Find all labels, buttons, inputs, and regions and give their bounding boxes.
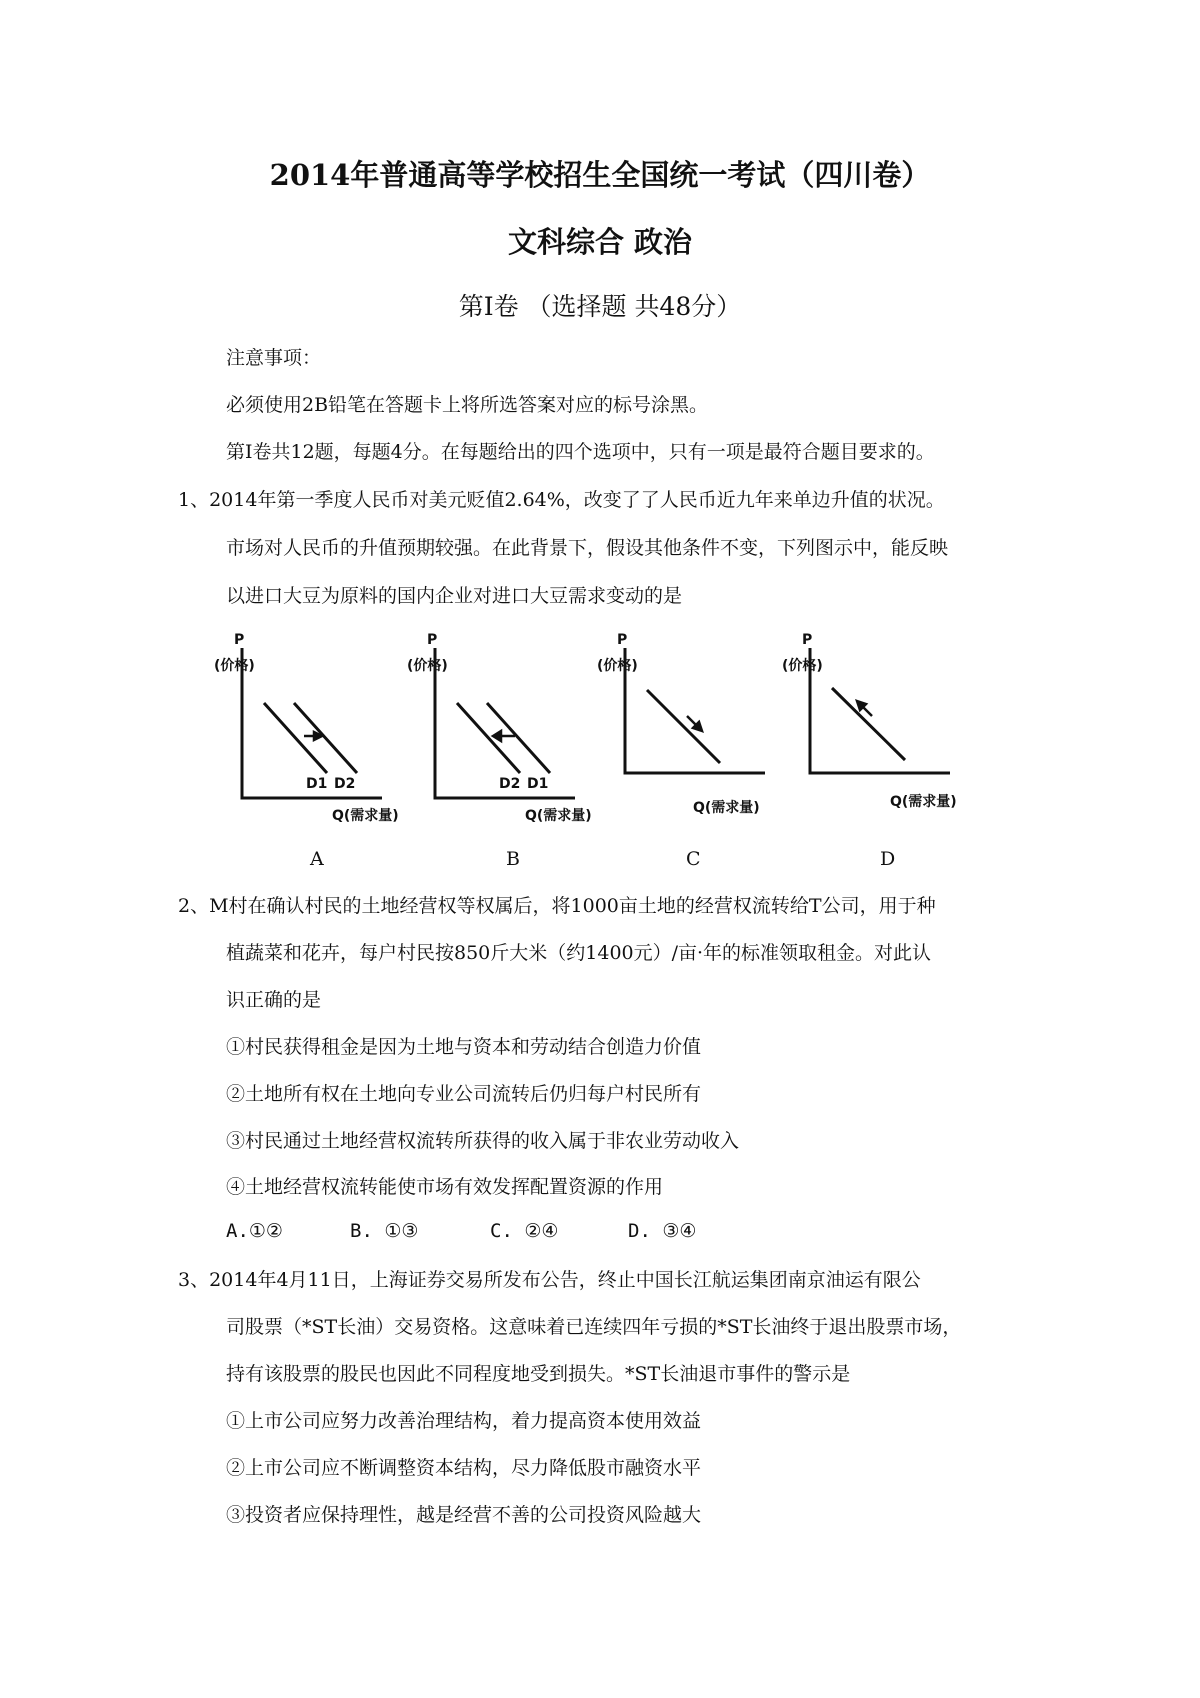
q2-line-1: 2、M村在确认村民的土地经营权等权属后，将1000亩土地的经营权流转给T公司，用于种 <box>178 895 936 917</box>
figure-c-label: C <box>686 848 701 870</box>
figure-d-label: D <box>880 848 896 870</box>
figure-d <box>780 628 980 828</box>
figure-c-p-unit: (价格) <box>597 658 638 674</box>
figure-b-d-left: D2 <box>499 776 521 792</box>
q2-line-2: 植蔬菜和花卉，每户村民按850斤大米（约1400元）/亩·年的标准领取租金。对此认 <box>226 942 932 964</box>
figure-c-p-label: P <box>617 632 628 648</box>
figure-b-d-right: D1 <box>527 776 549 792</box>
q1-line-1: 1、2014年第一季度人民币对美元贬值2.64%，改变了了人民币近九年来单边升值的状况。 <box>178 489 945 511</box>
figure-b-p-label: P <box>427 632 438 648</box>
q3-option-3: ③投资者应保持理性，越是经营不善的公司投资风险越大 <box>226 1504 702 1526</box>
q3-line-1: 3、2014年4月11日，上海证券交易所发布公告，终止中国长江航运集团南京油运有限公 <box>178 1269 921 1291</box>
q2-option-3: ③村民通过土地经营权流转所获得的收入属于非农业劳动收入 <box>226 1130 740 1152</box>
q3-line-2: 司股票（*ST长油）交易资格。这意味着已连续四年亏损的*ST长油终于退出股票市场， <box>226 1316 962 1338</box>
exam-subject: 文科综合 政治 <box>507 225 693 259</box>
notice-heading: 注意事项： <box>226 347 322 369</box>
part-heading: 第Ⅰ卷 （选择题 共48分） <box>458 292 742 321</box>
notice-line-2: 第Ⅰ卷共12题，每题4分。在每题给出的四个选项中，只有一项是最符合题目要求的。 <box>226 441 935 463</box>
figure-d-p-label: P <box>802 632 813 648</box>
q2-option-1: ①村民获得租金是因为土地与资本和劳动结合创造力价值 <box>226 1036 702 1058</box>
q2-option-4: ④土地经营权流转能使市场有效发挥配置资源的作用 <box>226 1176 664 1198</box>
q3-option-1: ①上市公司应努力改善治理结构，着力提高资本使用效益 <box>226 1410 702 1432</box>
q2-line-3: 识正确的是 <box>226 989 322 1011</box>
figure-a-p-label: P <box>234 632 245 648</box>
figure-a-q-label: Q(需求量) <box>332 808 399 824</box>
figure-b-p-unit: (价格) <box>407 658 448 674</box>
figure-b <box>405 628 605 828</box>
q3-option-2: ②上市公司应不断调整资本结构，尽力降低股市融资水平 <box>226 1457 702 1479</box>
figure-a-d-left: D1 <box>306 776 328 792</box>
q2-answer-d: D. ③④ <box>628 1220 697 1242</box>
notice-line-1: 必须使用2B铅笔在答题卡上将所选答案对应的标号涂黑。 <box>226 394 709 416</box>
q1-line-3: 以进口大豆为原料的国内企业对进口大豆需求变动的是 <box>226 585 683 607</box>
figure-a-d-right: D2 <box>334 776 356 792</box>
q2-answer-b: B. ①③ <box>350 1220 419 1242</box>
exam-title: 2014年普通高等学校招生全国统一考试（四川卷） <box>269 158 931 192</box>
q2-answer-a: A.①② <box>226 1220 283 1242</box>
figure-a-p-unit: (价格) <box>214 658 255 674</box>
figure-d-q-label: Q(需求量) <box>890 794 957 810</box>
q1-line-2: 市场对人民币的升值预期较强。在此背景下，假设其他条件不变，下列图示中，能反映 <box>226 537 949 559</box>
figure-c <box>595 628 795 828</box>
figure-a <box>212 628 412 828</box>
q2-answer-c: C. ②④ <box>490 1220 559 1242</box>
figure-b-label: B <box>506 848 520 870</box>
q2-option-2: ②土地所有权在土地向专业公司流转后仍归每户村民所有 <box>226 1083 702 1105</box>
figure-b-q-label: Q(需求量) <box>525 808 592 824</box>
figure-c-q-label: Q(需求量) <box>693 800 760 816</box>
q3-line-3: 持有该股票的股民也因此不同程度地受到损失。*ST长油退市事件的警示是 <box>226 1363 851 1385</box>
figure-d-p-unit: (价格) <box>782 658 823 674</box>
figure-a-label: A <box>310 848 324 870</box>
